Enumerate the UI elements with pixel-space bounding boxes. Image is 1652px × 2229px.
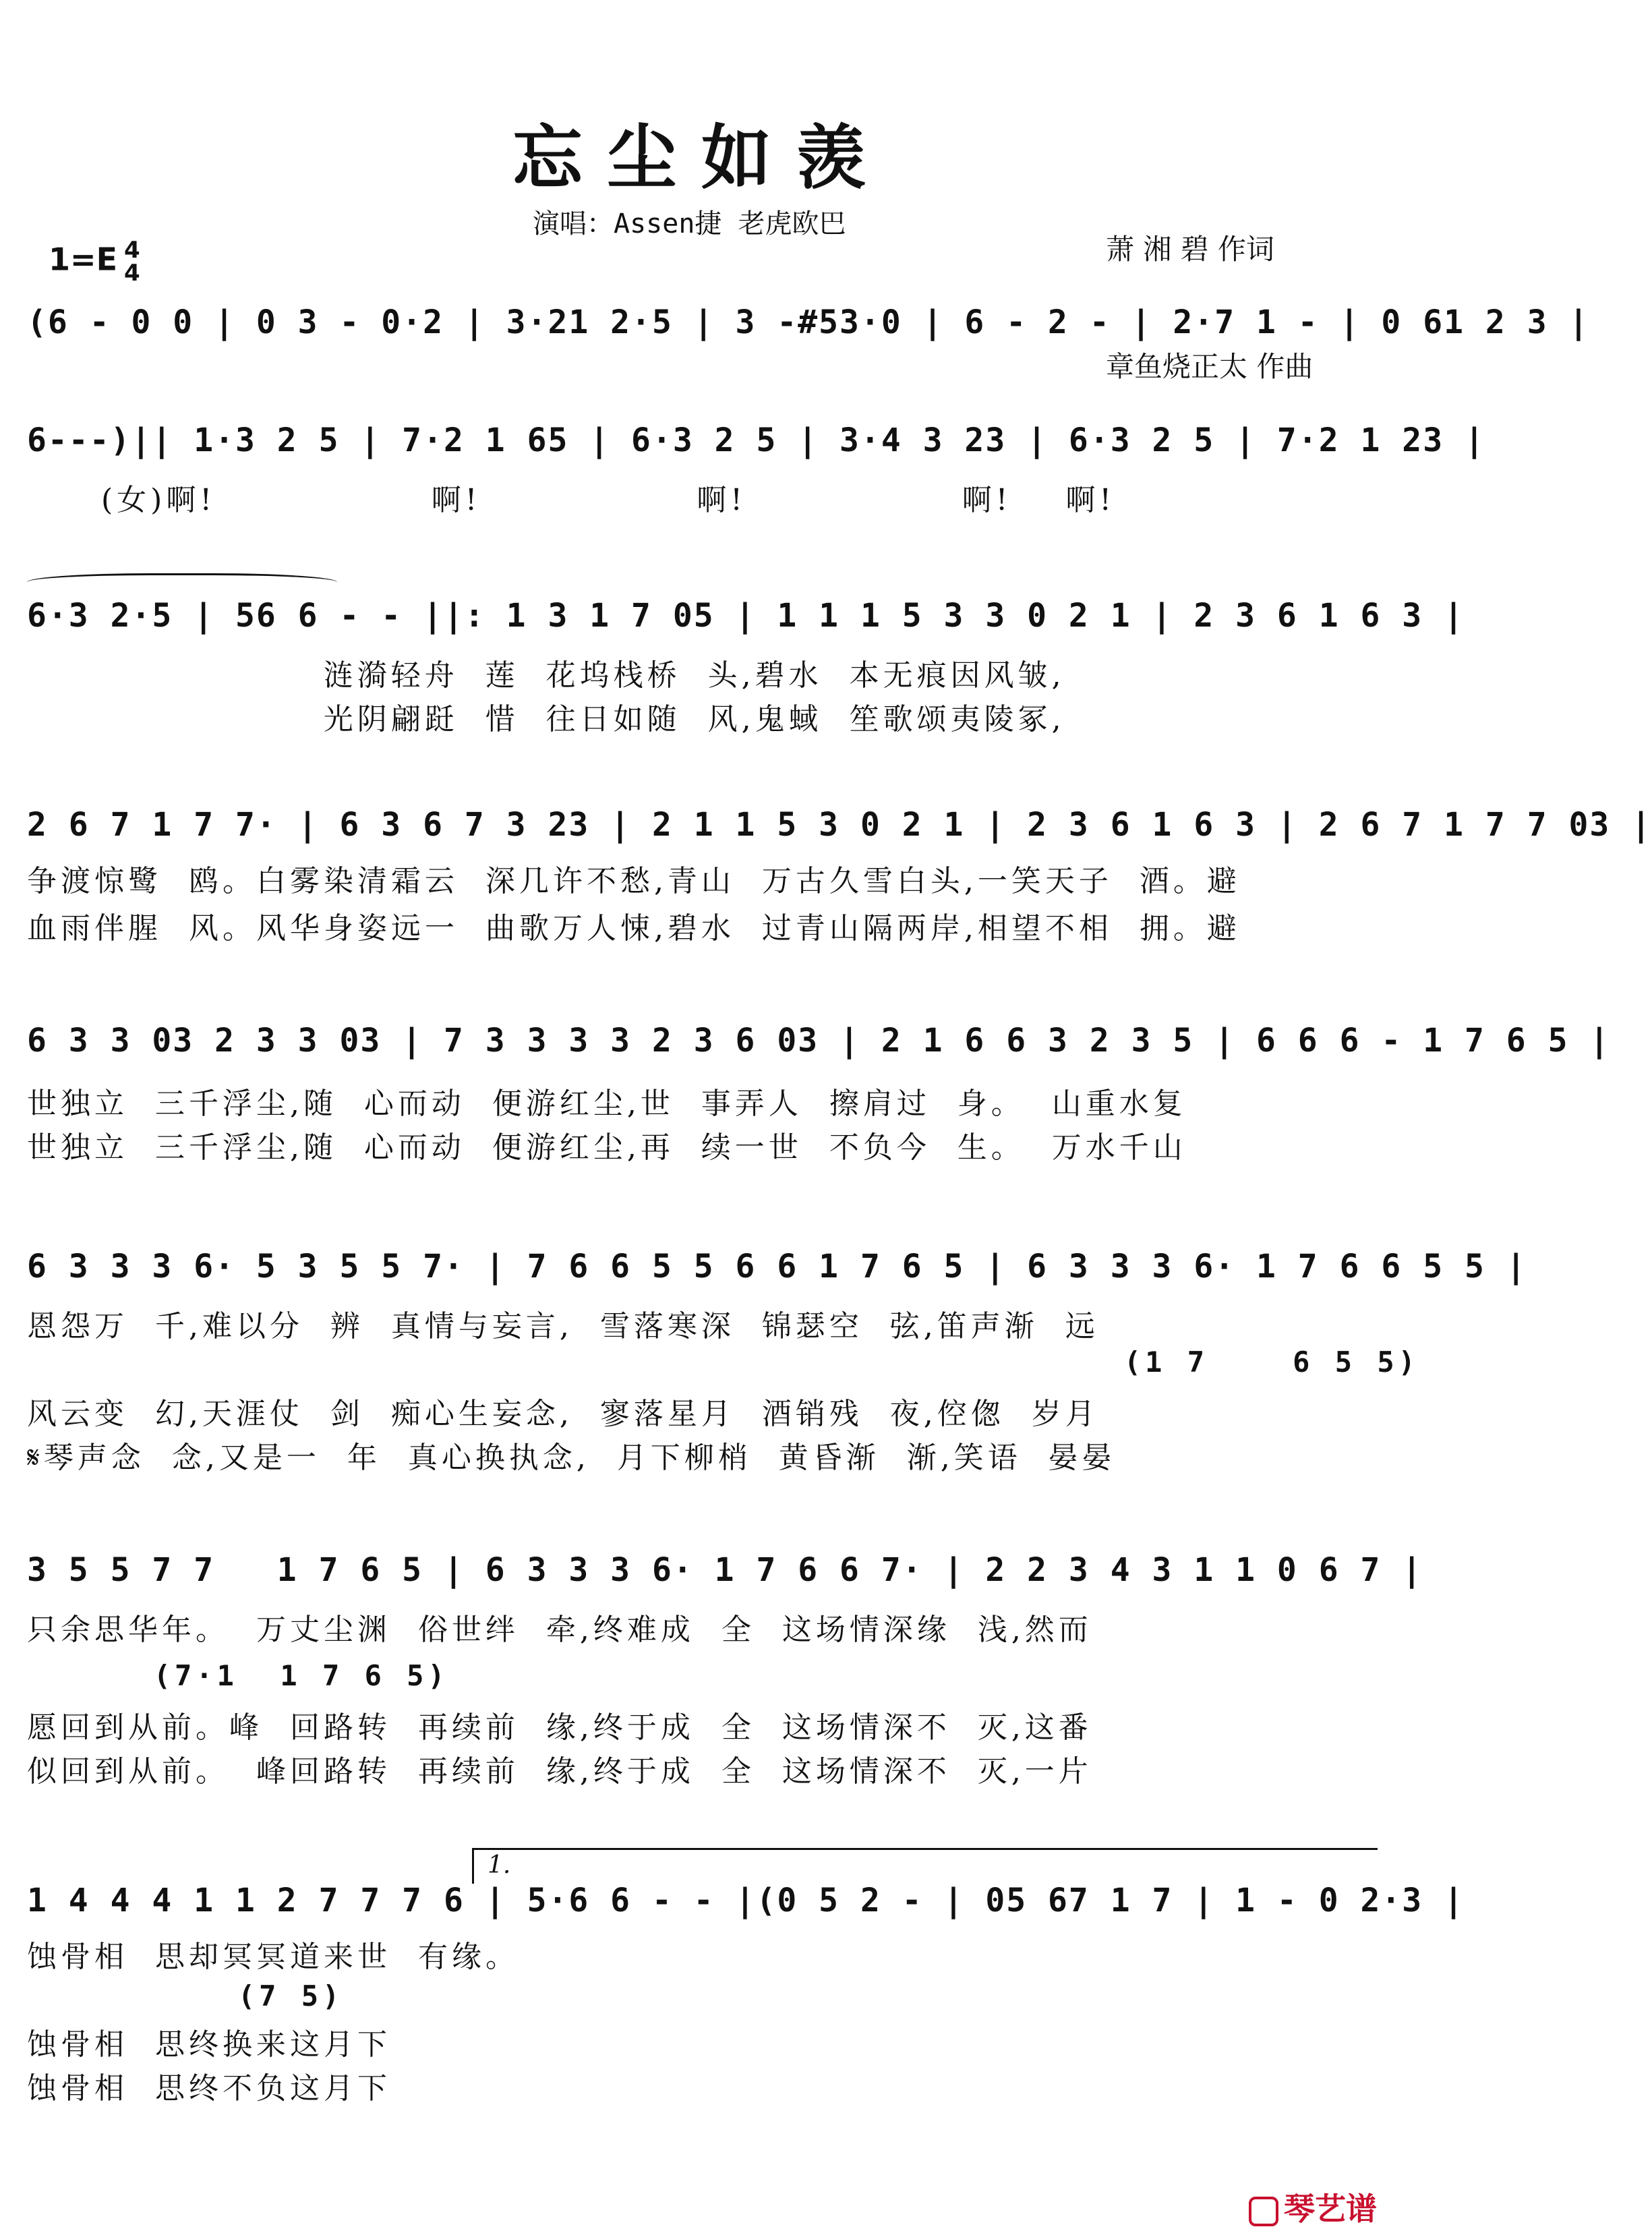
lyric-line-6-1: 恩怨万 千,难以分 辨 真情与妄言, 雪落寒深 锦瑟空 弦,笛声渐 远 — [27, 1309, 1099, 1343]
lyric-line-7-1: 只余思华年。 万丈尘渊 俗世绊 牵,终难成 全 这场情深缘 浅,然而 — [27, 1613, 1092, 1647]
key-label: 1=E — [49, 241, 118, 278]
credits — [1106, 152, 1313, 426]
inner-notes-6: (1 7 6 5 5) — [27, 1345, 1419, 1379]
lyric-line-2-1: (女)啊! 啊! 啊! 啊! 啊! — [101, 483, 1116, 517]
lyric-line-8-1: 蚀骨相 思却冥冥道来世 有缘。 — [27, 1940, 519, 1974]
site-logo — [1227, 2148, 1377, 2229]
first-ending-bracket — [472, 1848, 1378, 1884]
lyric-line-6-3: 𝄋琴声念 念,又是一 年 真心换执念, 月下柳梢 黄昏渐 渐,笑语 晏晏 — [27, 1441, 1116, 1475]
composer: 章鱼烧正太 作曲 — [1106, 350, 1314, 383]
phrase-slur — [27, 573, 337, 596]
notation-line-7: 3 5 5 7 7 1 7 6 5 | 6 3 3 3 6· 1 7 6 6 7· | 2 2 3 4 3 1 1 0 6 7 | — [27, 1551, 1423, 1589]
time-signature — [124, 239, 140, 285]
lyric-line-4-2: 血雨伴腥 风。风华身姿远一 曲歌万人悚,碧水 过青山隔两岸,相望不相 拥。避 — [27, 911, 1241, 946]
singers: 演唱：Assen捷 老虎欧巴 — [533, 208, 846, 239]
inner-notes-8: (7 5) — [27, 1979, 344, 2013]
lyric-line-4-1: 争渡惊鹭 鸥。白雾染清霜云 深几许不愁,青山 万古久雪白头,一笑天子 酒。避 — [27, 864, 1241, 898]
lyric-line-5-1: 世独立 三千浮尘,随 心而动 便游红尘,世 事弄人 擦肩过 身。 山重水复 — [27, 1087, 1187, 1121]
lyric-line-6-2: 风云变 幻,天涯仗 剑 痴心生妄念, 寥落星月 酒销残 夜,倥偬 岁月 — [27, 1397, 1099, 1431]
notation-line-3: 6·3 2·5 | 56 6 - - ||: 1 3 1 7 05 | 1 1 1 5 3 3 0 2 1 | 2 3 6 1 6 3 | — [27, 597, 1465, 635]
notation-line-8: 1 4 4 4 1 1 2 7 7 7 6 | 5·6 6 - - |(0 5 2 - | 05 67 1 7 | 1 - 0 2·3 | — [27, 1882, 1465, 1919]
time-top: 4 — [124, 237, 140, 264]
lyric-line-8-3: 蚀骨相 思终不负这月下 — [27, 2071, 391, 2106]
notation-line-5: 6 3 3 03 2 3 3 03 | 7 3 3 3 3 2 3 6 03 | 2 1 6 6 3 2 3 5 | 6 6 6 - 1 7 6 5 | — [27, 1022, 1611, 1060]
time-bottom: 4 — [124, 260, 140, 287]
notation-line-2: 6---)|| 1·3 2 5 | 7·2 1 65 | 6·3 2 5 | 3·4 3 23 | 6·3 2 5 | 7·2 1 23 | — [27, 422, 1485, 459]
inner-notes-7: (7·1 1 7 6 5) — [27, 1659, 449, 1692]
song-title: 忘尘如羡 — [512, 116, 890, 199]
logo-icon — [1249, 2197, 1278, 2226]
key-signature — [27, 202, 140, 285]
notation-line-1: (6 - 0 0 | 0 3 - 0·2 | 3·21 2·5 | 3 -#53·0 | 6 - 2 - | 2·7 1 - | 0 61 2 3 | — [27, 303, 1590, 341]
lyric-line-7-2: 愿回到从前。峰 回路转 再续前 缘,终于成 全 这场情深不 灭,这番 — [27, 1710, 1092, 1745]
lyric-line-7-3: 似回到从前。 峰回路转 再续前 缘,终于成 全 这场情深不 灭,一片 — [27, 1754, 1092, 1789]
lyric-line-8-2: 蚀骨相 思终换来这月下 — [27, 2027, 391, 2062]
volta-label: 1. — [488, 1851, 511, 1879]
lyricist: 萧 湘 碧 作词 — [1106, 233, 1275, 266]
notation-line-6: 6 3 3 3 6· 5 3 5 5 7· | 7 6 6 5 5 6 6 1 7 6 5 | 6 3 3 3 6· 1 7 6 6 5 5 | — [27, 1248, 1527, 1285]
logo-text: 琴艺谱 — [1284, 2191, 1378, 2227]
lyric-line-3-1: 涟漪轻舟 莲 花坞栈桥 头,碧水 本无痕因风皱, — [27, 658, 1065, 693]
lyric-line-5-2: 世独立 三千浮尘,随 心而动 便游红尘,再 续一世 不负今 生。 万水千山 — [27, 1130, 1187, 1165]
notation-line-4: 2 6 7 1 7 7· | 6 3 6 7 3 23 | 2 1 1 5 3 0 2 1 | 2 3 6 1 6 3 | 2 6 7 1 7 7 03 | — [27, 806, 1652, 844]
lyric-line-3-2: 光阴翩跹 惜 往日如随 风,鬼蜮 笙歌颂夷陵冢, — [27, 702, 1065, 736]
